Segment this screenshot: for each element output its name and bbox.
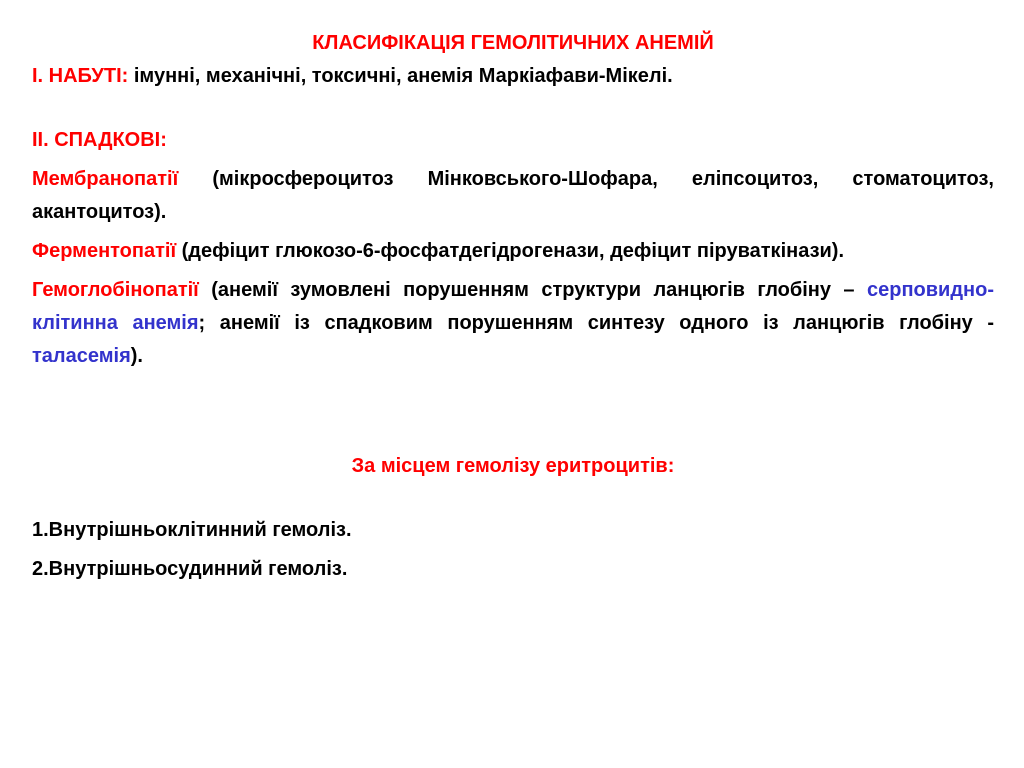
hemoglobinopathies-paragraph bbox=[32, 274, 994, 373]
hemolysis-item: 1.Внутрішньоклітинний гемоліз. bbox=[32, 519, 352, 541]
hemolysis-site-heading: За місцем гемолізу еритроцитів: bbox=[351, 455, 675, 477]
hemoglobinopathies-text-3: ). bbox=[130, 345, 143, 367]
hemoglobinopathies-label: Гемоглобінопатії bbox=[32, 279, 199, 301]
hemoglobinopathies-text-2: ; анемії із спадковим порушенням синтезу одного із ланцюгів глобіну - bbox=[198, 312, 994, 334]
membranopathies-text: (мікросфероцитоз Мінковського-Шофара, еліпсоцитоз, стоматоцитоз, акантоцитоз). bbox=[32, 168, 994, 223]
membranopathies-label: Мембранопатії bbox=[32, 168, 179, 190]
acquired-label: I. НАБУТІ: bbox=[32, 65, 129, 87]
slide-title: КЛАСИФІКАЦІЯ ГЕМОЛІТИЧНИХ АНЕМІЙ bbox=[312, 32, 714, 54]
spacer bbox=[32, 483, 994, 514]
hereditary-label: II. СПАДКОВІ: bbox=[32, 129, 167, 151]
hemolysis-item: 2.Внутрішньосудинний гемоліз. bbox=[32, 558, 348, 580]
spacer bbox=[32, 373, 994, 449]
hereditary-heading bbox=[32, 124, 994, 157]
membranopathies-paragraph bbox=[32, 163, 994, 229]
enzymopathies-label: Ферментопатії bbox=[32, 240, 177, 262]
enzymopathies-paragraph bbox=[32, 235, 994, 268]
acquired-text: імунні, механічні, токсичні, анемія Маркіафави-Мікелі. bbox=[128, 65, 673, 87]
sickle-cell-anemia-term: серповидно-клітинна анемія bbox=[32, 279, 994, 334]
enzymopathies-text: (дефіцит глюкозо-6-фосфатдегідрогенази, дефіцит піруваткінази). bbox=[176, 240, 845, 262]
spacer bbox=[32, 93, 994, 124]
thalassemia-term: таласемія bbox=[32, 345, 131, 367]
slide-content bbox=[32, 26, 994, 586]
acquired-paragraph bbox=[32, 60, 994, 93]
hemoglobinopathies-text-1: (анемії зумовлені порушенням структури ланцюгів глобіну – bbox=[198, 279, 867, 301]
